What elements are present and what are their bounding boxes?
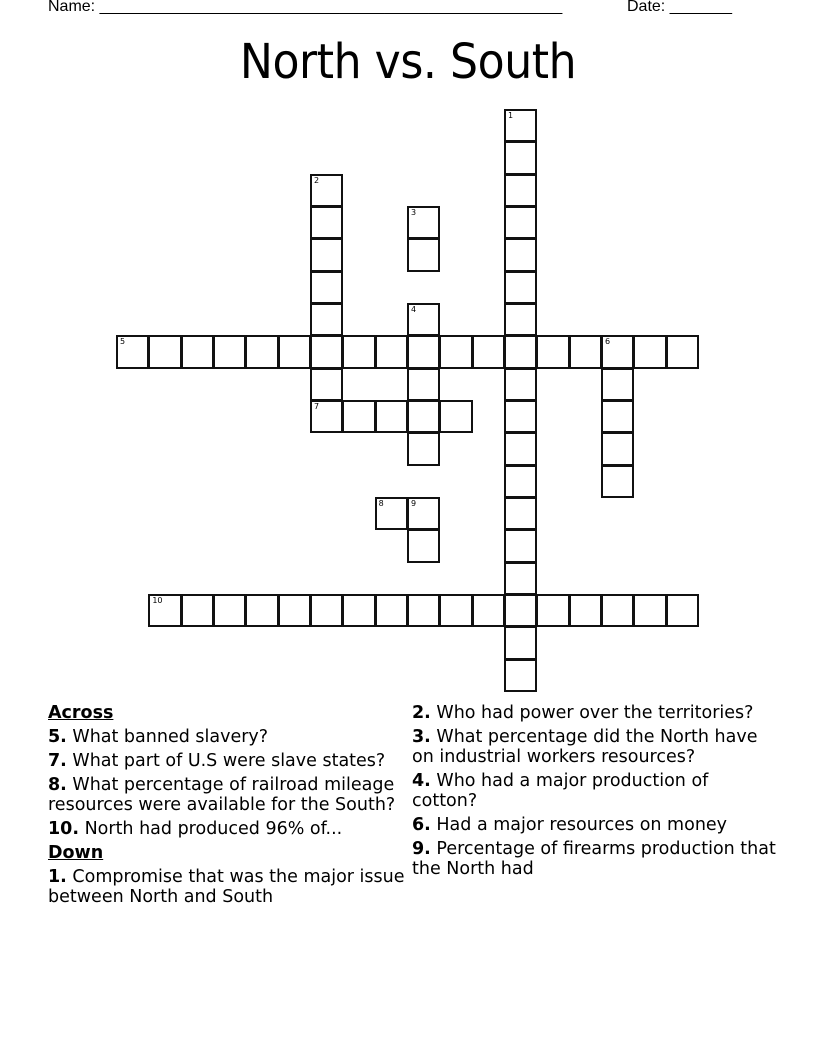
crossword-cell[interactable] bbox=[407, 335, 440, 368]
clue-number: 3. bbox=[412, 727, 431, 747]
across-heading: Across bbox=[48, 703, 114, 723]
cell-number: 4 bbox=[410, 304, 417, 314]
crossword-cell[interactable] bbox=[407, 529, 440, 562]
clue-across-8 bbox=[48, 775, 408, 815]
crossword-cell[interactable] bbox=[375, 400, 408, 433]
crossword-cell[interactable] bbox=[504, 109, 537, 142]
crossword-cell[interactable] bbox=[666, 335, 699, 368]
crossword-cell[interactable] bbox=[375, 335, 408, 368]
crossword-cell[interactable] bbox=[536, 594, 569, 627]
crossword-cell[interactable] bbox=[601, 368, 634, 401]
crossword-cell[interactable] bbox=[310, 206, 343, 239]
down-heading: Down bbox=[48, 843, 104, 863]
crossword-cell[interactable] bbox=[342, 400, 375, 433]
crossword-cell[interactable] bbox=[439, 400, 472, 433]
clue-text: What part of U.S were slave states? bbox=[66, 751, 386, 771]
crossword-cell[interactable] bbox=[633, 594, 666, 627]
crossword-cell[interactable] bbox=[601, 465, 634, 498]
cell-number: 3 bbox=[410, 207, 417, 217]
cell-number: 6 bbox=[604, 337, 611, 347]
crossword-cell[interactable] bbox=[407, 432, 440, 465]
clue-number: 5. bbox=[48, 727, 67, 747]
crossword-cell[interactable] bbox=[278, 594, 311, 627]
clue-text: What banned slavery? bbox=[66, 727, 269, 747]
clues-left-column bbox=[48, 703, 408, 911]
crossword-cell[interactable] bbox=[407, 303, 440, 336]
crossword-cell[interactable] bbox=[601, 432, 634, 465]
crossword-cell[interactable] bbox=[504, 497, 537, 530]
clue-number: 9. bbox=[412, 839, 431, 859]
clue-text: Who had a major production of cotton? bbox=[412, 771, 709, 811]
crossword-cell[interactable] bbox=[407, 238, 440, 271]
crossword-cell[interactable] bbox=[504, 238, 537, 271]
crossword-cell[interactable] bbox=[342, 594, 375, 627]
crossword-cell[interactable] bbox=[310, 174, 343, 207]
cell-number: 1 bbox=[507, 111, 514, 120]
clue-down-1 bbox=[48, 867, 408, 907]
crossword-cell[interactable] bbox=[504, 529, 537, 562]
crossword-cell[interactable] bbox=[342, 335, 375, 368]
crossword-cell[interactable] bbox=[472, 594, 505, 627]
crossword-cell[interactable] bbox=[601, 335, 634, 368]
clue-number: 2. bbox=[412, 703, 431, 723]
clue-text: Who had power over the territories? bbox=[430, 703, 754, 723]
crossword-cell[interactable] bbox=[504, 626, 537, 659]
clue-text: What percentage did the North have on industrial workers resources? bbox=[412, 727, 758, 767]
date-field-label: Date: _______ bbox=[627, 0, 732, 15]
clues-right-column bbox=[412, 703, 777, 883]
crossword-cell[interactable] bbox=[310, 400, 343, 433]
crossword-cell[interactable] bbox=[504, 141, 537, 174]
crossword-cell[interactable] bbox=[245, 335, 278, 368]
page-title: North vs. South bbox=[239, 34, 577, 90]
crossword-cell[interactable] bbox=[407, 594, 440, 627]
crossword-cell[interactable] bbox=[375, 594, 408, 627]
clue-number: 10. bbox=[48, 819, 80, 839]
clue-number: 6. bbox=[412, 815, 431, 835]
crossword-cell[interactable] bbox=[245, 594, 278, 627]
crossword-cell[interactable] bbox=[148, 335, 181, 368]
crossword-cell[interactable] bbox=[633, 335, 666, 368]
clue-across-10 bbox=[48, 819, 408, 839]
crossword-cell[interactable] bbox=[181, 335, 214, 368]
crossword-cell[interactable] bbox=[407, 497, 440, 530]
crossword-cell[interactable] bbox=[213, 594, 246, 627]
crossword-cell[interactable] bbox=[375, 497, 408, 530]
crossword-cell[interactable] bbox=[504, 594, 537, 627]
crossword-cell[interactable] bbox=[310, 368, 343, 401]
crossword-cell[interactable] bbox=[504, 368, 537, 401]
clue-text: Percentage of firearms production that the North had bbox=[412, 839, 776, 879]
clue-down-4 bbox=[412, 771, 777, 811]
crossword-cell[interactable] bbox=[439, 594, 472, 627]
clue-number: 8. bbox=[48, 775, 67, 795]
crossword-cell[interactable] bbox=[601, 594, 634, 627]
crossword-cell[interactable] bbox=[504, 271, 537, 304]
crossword-cell[interactable] bbox=[181, 594, 214, 627]
crossword-cell[interactable] bbox=[504, 659, 537, 692]
cell-number: 2 bbox=[313, 175, 320, 185]
crossword-cell[interactable] bbox=[213, 335, 246, 368]
crossword-cell[interactable] bbox=[504, 335, 537, 368]
crossword-cell[interactable] bbox=[310, 594, 343, 627]
clue-text: What percentage of railroad mileage resources were available for the South? bbox=[48, 775, 396, 815]
cell-number: 8 bbox=[378, 498, 384, 508]
crossword-cell[interactable] bbox=[278, 335, 311, 368]
crossword-cell[interactable] bbox=[569, 335, 602, 368]
crossword-cell[interactable] bbox=[536, 335, 569, 368]
crossword-cell[interactable] bbox=[407, 368, 440, 401]
clue-text: Had a major resources on money bbox=[430, 815, 728, 835]
crossword-cell[interactable] bbox=[666, 594, 699, 627]
cell-number: 5 bbox=[120, 337, 126, 347]
crossword-cell[interactable] bbox=[439, 335, 472, 368]
crossword-cell[interactable] bbox=[310, 303, 343, 336]
clue-across-5 bbox=[48, 727, 408, 747]
clue-across-7 bbox=[48, 751, 408, 771]
clue-down-2 bbox=[412, 703, 777, 723]
crossword-cell[interactable] bbox=[310, 271, 343, 304]
crossword-cell[interactable] bbox=[504, 432, 537, 465]
name-field-label: Name: ____________________________________________________ bbox=[48, 0, 563, 15]
clue-down-6 bbox=[412, 815, 777, 835]
crossword-cell[interactable] bbox=[504, 465, 537, 498]
clue-down-9 bbox=[412, 839, 777, 879]
cell-number: 7 bbox=[313, 401, 320, 411]
crossword-cell[interactable] bbox=[472, 335, 505, 368]
crossword-cell[interactable] bbox=[569, 594, 602, 627]
cell-number: 9 bbox=[410, 498, 417, 508]
crossword-cell[interactable] bbox=[504, 206, 537, 239]
crossword-cell[interactable] bbox=[504, 562, 537, 595]
crossword-cell[interactable] bbox=[310, 238, 343, 271]
clue-text: North had produced 96% of... bbox=[79, 819, 343, 839]
crossword-cell[interactable] bbox=[407, 206, 440, 239]
crossword-cell[interactable] bbox=[504, 303, 537, 336]
clue-number: 7. bbox=[48, 751, 67, 771]
crossword-cell[interactable] bbox=[504, 400, 537, 433]
cell-number: 10 bbox=[152, 595, 163, 605]
crossword-cell[interactable] bbox=[601, 400, 634, 433]
crossword-cell[interactable] bbox=[504, 174, 537, 207]
clue-number: 1. bbox=[48, 867, 67, 887]
crossword-cell[interactable] bbox=[407, 400, 440, 433]
clue-text: Compromise that was the major issue between North and South bbox=[48, 867, 405, 907]
crossword-cell[interactable] bbox=[310, 335, 343, 368]
clue-number: 4. bbox=[412, 771, 431, 791]
crossword-cell[interactable] bbox=[148, 594, 181, 627]
crossword-cell[interactable] bbox=[116, 335, 149, 368]
clue-down-3 bbox=[412, 727, 777, 767]
